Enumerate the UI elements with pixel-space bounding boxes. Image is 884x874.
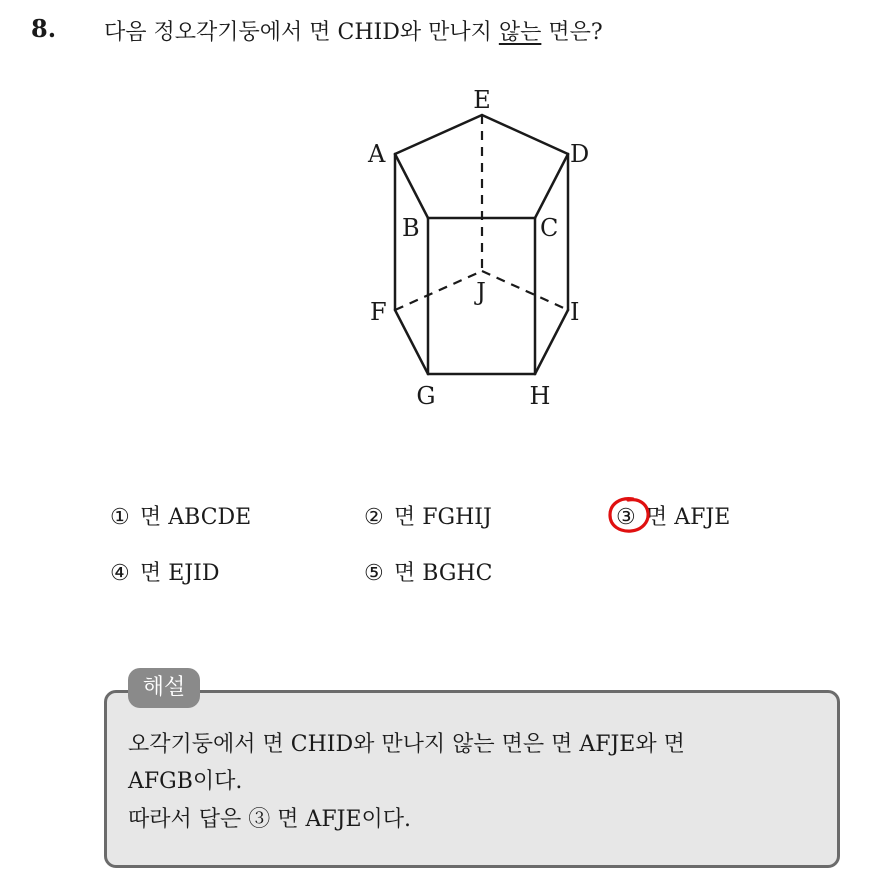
vertex-label-E: E: [473, 86, 491, 114]
edge-AB: [395, 154, 428, 218]
pentagonal-prism-figure: [350, 82, 610, 426]
vertex-label-J: J: [476, 278, 486, 306]
hidden-edge-FJ: [395, 271, 482, 310]
question-text-after: 면은?: [541, 20, 603, 45]
solution-tag: 해설: [128, 668, 200, 708]
vertex-label-H: H: [529, 382, 551, 410]
question-text-before: 다음 정오각기둥에서 면 CHID와 만나지: [104, 20, 499, 45]
choice-2[interactable]: [364, 500, 492, 531]
choice-5[interactable]: [364, 556, 492, 587]
choice-4[interactable]: [110, 556, 219, 587]
choice-label: 면 BGHC: [394, 561, 493, 586]
question-number: 8.: [31, 14, 57, 43]
choice-marker: ④: [110, 561, 130, 586]
vertex-label-C: C: [540, 214, 559, 242]
vertex-label-A: A: [368, 140, 386, 168]
prism-svg: [350, 82, 610, 422]
choice-1[interactable]: [110, 500, 251, 531]
solution-line-2: AFGB이다.: [128, 769, 243, 794]
solution-line-3: 따라서 답은 ③ 면 AFJE이다.: [128, 807, 412, 832]
choice-label: 면 AFJE: [646, 505, 731, 530]
answer-circle-mark: [606, 495, 652, 535]
question-underlined-word: 않는: [498, 20, 542, 45]
vertex-label-F: F: [370, 298, 387, 326]
hidden-edge-JI: [482, 271, 568, 310]
edge-HI: [535, 310, 568, 374]
edge-AE: [395, 115, 482, 154]
choice-marker: ③: [616, 505, 636, 530]
edge-ED: [482, 115, 568, 154]
vertex-label-B: B: [402, 214, 420, 242]
vertex-label-D: D: [570, 140, 590, 168]
question-text: [104, 15, 603, 46]
choice-marker: ②: [364, 505, 384, 530]
solution-line-1: 오각기둥에서 면 CHID와 만나지 않는 면은 면 AFJE와 면: [128, 732, 685, 757]
choice-label: 면 EJID: [140, 561, 220, 586]
choice-marker: ⑤: [364, 561, 384, 586]
vertex-label-G: G: [416, 382, 436, 410]
choice-marker: ①: [110, 505, 130, 530]
choice-label: 면 FGHIJ: [394, 505, 492, 530]
choice-label: 면 ABCDE: [140, 505, 252, 530]
vertex-label-I: I: [570, 298, 580, 326]
edge-CD: [535, 154, 568, 218]
edge-FG: [395, 310, 428, 374]
